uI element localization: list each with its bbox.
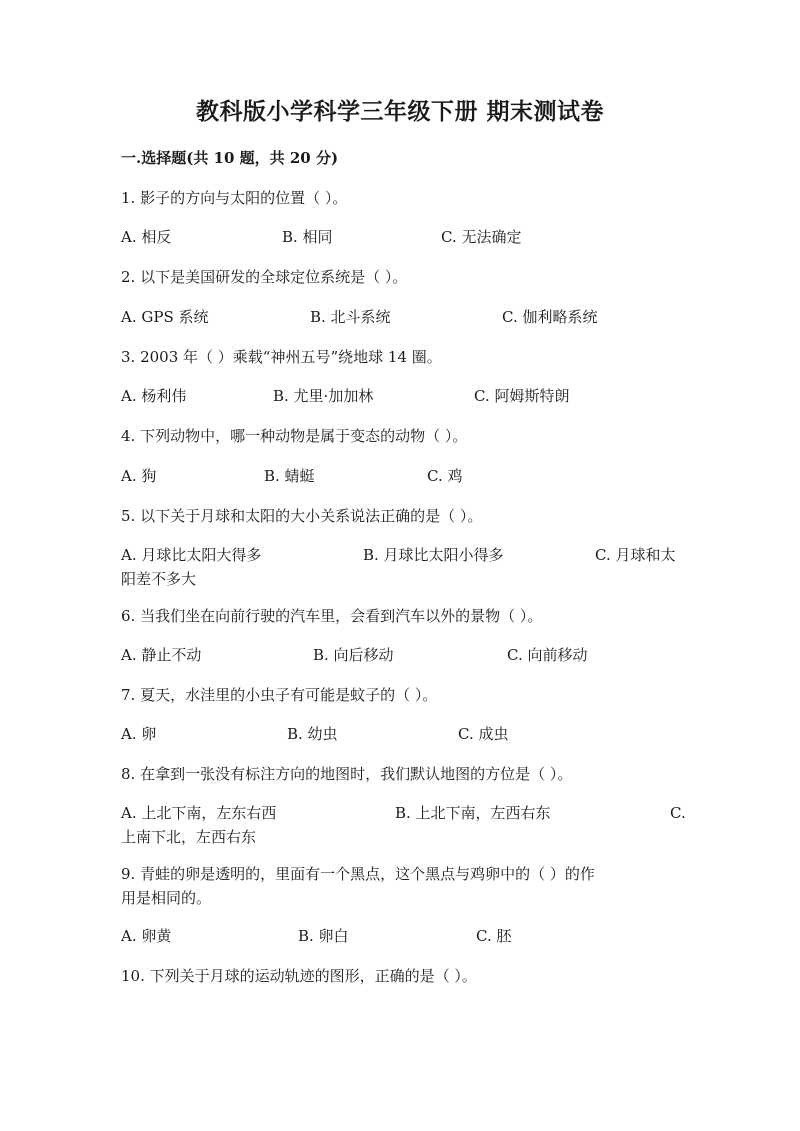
option-c-continued[interactable]: 上南下北，左西右东 — [121, 828, 257, 846]
options-3 — [121, 384, 686, 408]
options-6 — [121, 643, 686, 667]
option-c[interactable]: C. 伽利略系统 — [502, 308, 598, 326]
option-c[interactable]: C. 月球和太 — [595, 546, 676, 564]
option-c[interactable]: C. 向前移动 — [507, 646, 588, 664]
options-4 — [121, 464, 686, 488]
option-b[interactable]: B. 向后移动 — [313, 646, 394, 664]
option-a[interactable]: A. 杨利伟 — [121, 387, 187, 405]
option-c[interactable]: C. 成虫 — [458, 725, 509, 743]
options-8 — [121, 801, 686, 849]
option-b[interactable]: B. 上北下南，左西右东 — [395, 804, 551, 822]
option-a[interactable]: A. 静止不动 — [121, 646, 202, 664]
question-1: 1. 影子的方向与太阳的位置（ ）。 — [121, 189, 348, 207]
options-1 — [121, 225, 686, 249]
option-b[interactable]: B. 月球比太阳小得多 — [363, 546, 504, 564]
option-a[interactable]: A. GPS 系统 — [121, 308, 209, 326]
question-9: 9. 青蛙的卵是透明的，里面有一个黑点，这个黑点与鸡卵中的（ ）的作 — [121, 865, 595, 883]
question-6: 6. 当我们坐在向前行驶的汽车里，会看到汽车以外的景物（ ）。 — [121, 607, 543, 625]
question-5: 5. 以下关于月球和太阳的大小关系说法正确的是（ ）。 — [121, 507, 483, 525]
options-2 — [121, 305, 686, 329]
question-3: 3. 2003 年（ ）乘载“神州五号”绕地球 14 圈。 — [121, 348, 442, 366]
options-5 — [121, 543, 686, 591]
option-c-continued[interactable]: 阳差不多大 — [121, 570, 197, 588]
question-9-continued: 用是相同的。 — [121, 889, 212, 907]
options-7 — [121, 722, 686, 746]
option-c[interactable]: C. 无法确定 — [441, 228, 522, 246]
option-b[interactable]: B. 幼虫 — [287, 725, 338, 743]
option-b[interactable]: B. 卵白 — [298, 927, 349, 945]
option-b[interactable]: B. 蜻蜓 — [264, 467, 315, 485]
option-c[interactable]: C. 阿姆斯特朗 — [474, 387, 570, 405]
option-a[interactable]: A. 相反 — [121, 228, 172, 246]
question-10: 10. 下列关于月球的运动轨迹的图形，正确的是（ ）。 — [121, 967, 477, 985]
option-a[interactable]: A. 卵黄 — [121, 927, 172, 945]
option-a[interactable]: A. 月球比太阳大得多 — [121, 546, 262, 564]
option-a[interactable]: A. 卵 — [121, 725, 157, 743]
option-a[interactable]: A. 狗 — [121, 467, 157, 485]
option-c[interactable]: C. 鸡 — [427, 467, 463, 485]
option-a[interactable]: A. 上北下南，左东右西 — [121, 804, 277, 822]
option-c[interactable]: C. — [670, 804, 686, 822]
option-b[interactable]: B. 相同 — [282, 228, 333, 246]
page-title: 教科版小学科学三年级下册 期末测试卷 — [195, 98, 604, 125]
option-c[interactable]: C. 胚 — [476, 927, 512, 945]
question-2: 2. 以下是美国研发的全球定位系统是（ ）。 — [121, 268, 408, 286]
option-b[interactable]: B. 尤里·加加林 — [273, 387, 374, 405]
question-4: 4. 下列动物中，哪一种动物是属于变态的动物（ ）。 — [121, 427, 468, 445]
options-9 — [121, 924, 686, 948]
option-b[interactable]: B. 北斗系统 — [310, 308, 391, 326]
question-7: 7. 夏天，水洼里的小虫子有可能是蚊子的（ ）。 — [121, 686, 438, 704]
section-heading: 一.选择题(共 10 题，共 20 分) — [121, 149, 339, 167]
question-8: 8. 在拿到一张没有标注方向的地图时，我们默认地图的方位是（ ）。 — [121, 765, 573, 783]
